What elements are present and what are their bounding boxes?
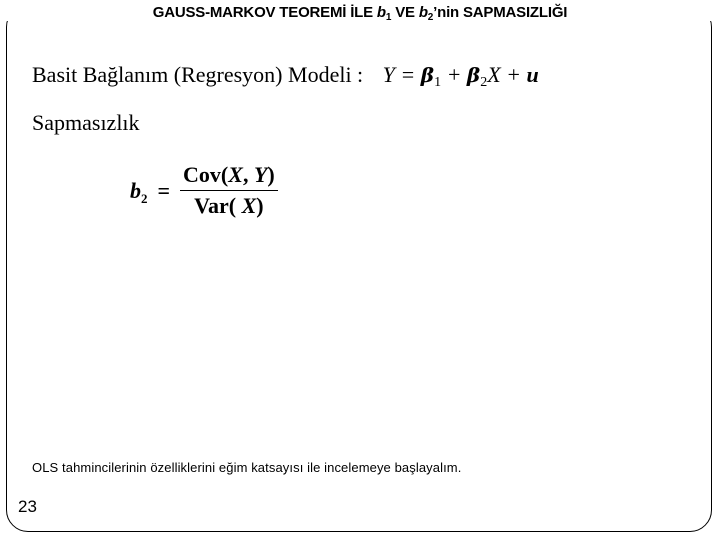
num-func: Cov(: [183, 162, 229, 187]
title-middle: VE: [391, 4, 419, 21]
formula-denominator: [194, 191, 263, 219]
model-x: X: [487, 62, 501, 87]
formula-lhs: [130, 178, 148, 204]
title-var-b2: b: [418, 4, 428, 21]
den-x: X: [236, 193, 257, 218]
formula-equals: =: [157, 177, 171, 203]
footer-note: OLS tahmincilerinin özelliklerini eğim katsayısı ile incelemeye başlayalım.: [32, 460, 462, 475]
num-y: Y: [253, 162, 268, 187]
model-beta2: β: [466, 63, 481, 87]
title-prefix: GAUSS-MARKOV TEOREMİ İLE: [152, 4, 377, 21]
model-beta2-sub: 2: [480, 75, 488, 90]
den-func: Var(: [194, 193, 237, 218]
model-u: u: [526, 62, 539, 87]
model-equals: =: [394, 62, 421, 87]
b2-formula: [130, 162, 278, 219]
title-suffix: ’nin SAPMASIZLIĞI: [433, 4, 568, 21]
page-number: 23: [18, 497, 37, 516]
num-close: ): [267, 162, 275, 187]
model-plus2: +: [500, 62, 527, 87]
formula-numerator: [180, 162, 278, 191]
section-heading: Sapmasızlık: [32, 110, 140, 135]
model-beta1-sub: 1: [434, 75, 442, 90]
model-plus1: +: [441, 62, 467, 87]
model-equation: [382, 62, 539, 90]
regression-model-line: [32, 62, 539, 88]
formula-lhs-sub: 2: [141, 190, 148, 206]
formula-fraction: [180, 162, 278, 219]
formula-lhs-b: b: [130, 177, 141, 203]
model-label: Basit Bağlanım (Regresyon) Modeli :: [32, 62, 364, 87]
title-var-b2-sub: 2: [427, 12, 434, 23]
num-comma: ,: [242, 162, 254, 187]
model-y: Y: [382, 62, 395, 87]
model-beta1: β: [420, 63, 435, 87]
slide-title: [0, 4, 720, 21]
den-close: ): [256, 193, 264, 218]
num-x: X: [228, 162, 243, 187]
title-var-b1-sub: 1: [385, 12, 392, 23]
title-var-b1: b: [376, 4, 386, 21]
